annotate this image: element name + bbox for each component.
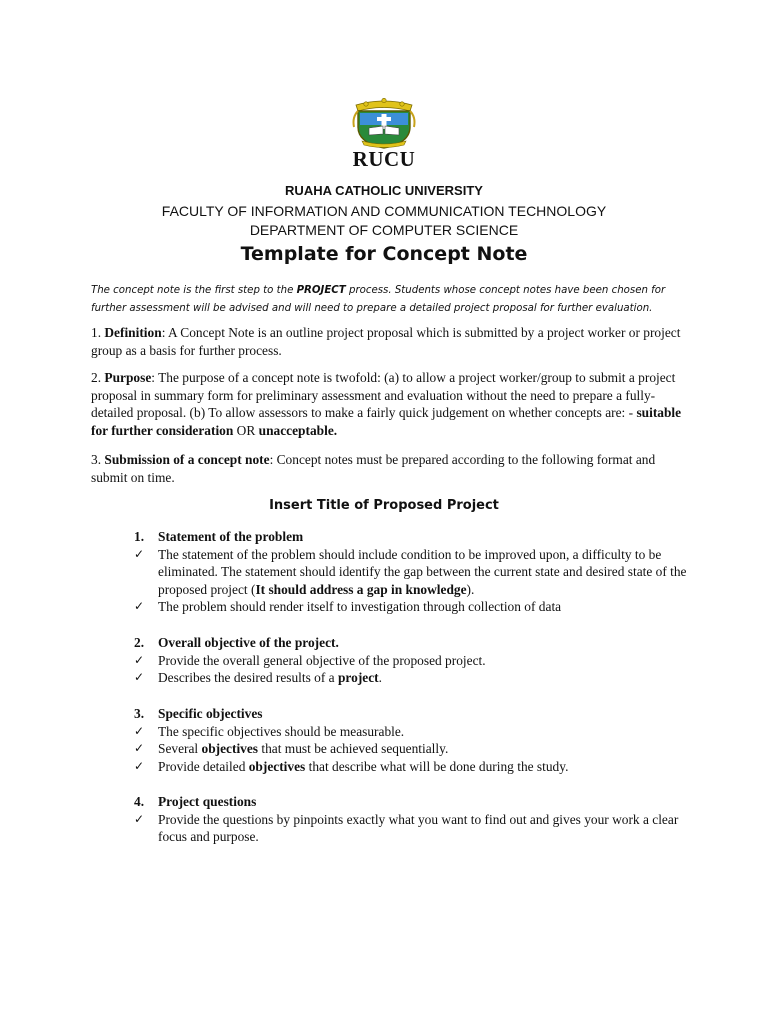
list-item-bold: It should address a gap in knowledge [255,581,467,597]
checklist [134,546,694,616]
intro-emphasis: PROJECT [296,285,346,296]
purpose-bold-1: suitable for further consideration [91,405,682,438]
list-item [134,546,694,599]
section-statement-of-problem [134,528,694,616]
section-heading [134,705,694,723]
section-specific-objectives [134,705,694,775]
section-number: 1. [134,529,145,544]
list-item [134,669,694,687]
department-name: DEPARTMENT OF COMPUTER SCIENCE [249,222,519,238]
section-heading [134,793,694,811]
section-project-questions [134,793,694,846]
section-number: 2. [134,635,145,650]
checklist [134,723,694,776]
list-item [134,598,694,616]
purpose-paragraph [91,369,691,439]
list-item-text: Several [158,741,202,756]
list-item [134,811,694,846]
document-title: Template for Concept Note [240,243,528,265]
list-item-text: Provide detailed [158,758,249,774]
check-icon: ✓ [134,758,145,773]
purpose-bold-2: unacceptable. [258,422,338,438]
list-item-bold: objectives [201,741,259,756]
section-number: 4. [134,794,145,809]
purpose-label: Purpose [104,370,152,385]
submission-number: 3. [91,452,105,467]
definition-text: : A Concept Note is an outline project proposal which is submitted by a project worker or project group as a basis for further process. [91,325,681,358]
list-item-bold: project [337,670,379,685]
section-overall-objective [134,634,694,687]
check-icon: ✓ [134,670,145,684]
logo-text: RUCU [352,147,416,171]
checklist [134,652,694,687]
list-item-after: . [378,670,382,685]
check-icon: ✓ [134,546,145,561]
section-heading-text: Specific objectives [158,706,263,721]
list-item [134,758,694,776]
check-icon: ✓ [134,652,145,667]
purpose-number: 2. [91,370,105,385]
list-item [134,652,694,670]
check-icon: ✓ [134,599,145,613]
submission-text: : Concept notes must be prepared according to the following format and submit on time. [91,452,656,485]
list-item-text: The problem should render itself to investigation through collection of data [158,599,562,614]
list-item-after: that describe what will be done during the study. [305,758,569,774]
list-item [134,740,694,758]
list-item-text: The statement of the problem should include condition to be improved upon, a difficulty to be eliminated. The statement should identify the gap between the current state and desired state of the proposed project ( [158,546,687,597]
section-number: 3. [134,706,145,721]
definition-number: 1. [91,325,105,340]
purpose-mid: OR [233,422,259,438]
intro-text-1: The concept note is the first step to the [91,285,297,296]
list-item-text: Describes the desired results of a [158,670,338,685]
definition-paragraph [91,324,691,359]
list-item-after: ). [466,581,475,597]
faculty-name: FACULTY OF INFORMATION AND COMMUNICATION TECHNOLOGY [161,203,607,219]
section-heading [134,528,694,546]
section-heading-text: Overall objective of the project. [158,635,339,650]
intro-text-2: process. Students whose concept notes have been chosen for further assessment will be advised and will need to prepare a detailed project proposal for further evaluation. [91,285,666,314]
check-icon: ✓ [134,811,145,826]
check-icon: ✓ [134,723,145,738]
list-item-text: The specific objectives should be measurable. [158,723,405,739]
proposed-project-title: Insert Title of Proposed Project [269,498,499,513]
submission-paragraph [91,451,691,486]
section-heading-text: Project questions [158,794,257,809]
university-logo [336,97,432,175]
purpose-text: : The purpose of a concept note is twofold: (a) to allow a project worker/group to submit a project proposal in summary form for preliminary assessment and evaluation without the need to prepare a fully-detailed proposal. (b) To allow assessors to make a fairly quick judgement on whether concepts are: - [91,370,676,420]
crest-icon [336,97,432,149]
intro-paragraph [91,282,691,318]
section-heading [134,634,694,652]
university-name: RUAHA CATHOLIC UNIVERSITY [285,183,483,198]
checklist [134,811,694,846]
definition-label: Definition [104,325,162,340]
submission-label: Submission of a concept note [104,452,270,467]
list-item [134,723,694,741]
section-heading-text: Statement of the problem [158,529,304,544]
list-item-bold: objectives [248,758,306,774]
list-item-after: that must be achieved sequentially. [258,741,449,756]
list-item-text: Provide the questions by pinpoints exactly what you want to find out and gives your work a clear focus and purpose. [158,811,679,844]
list-item-text: Provide the overall general objective of the proposed project. [158,652,486,668]
check-icon: ✓ [134,741,145,755]
